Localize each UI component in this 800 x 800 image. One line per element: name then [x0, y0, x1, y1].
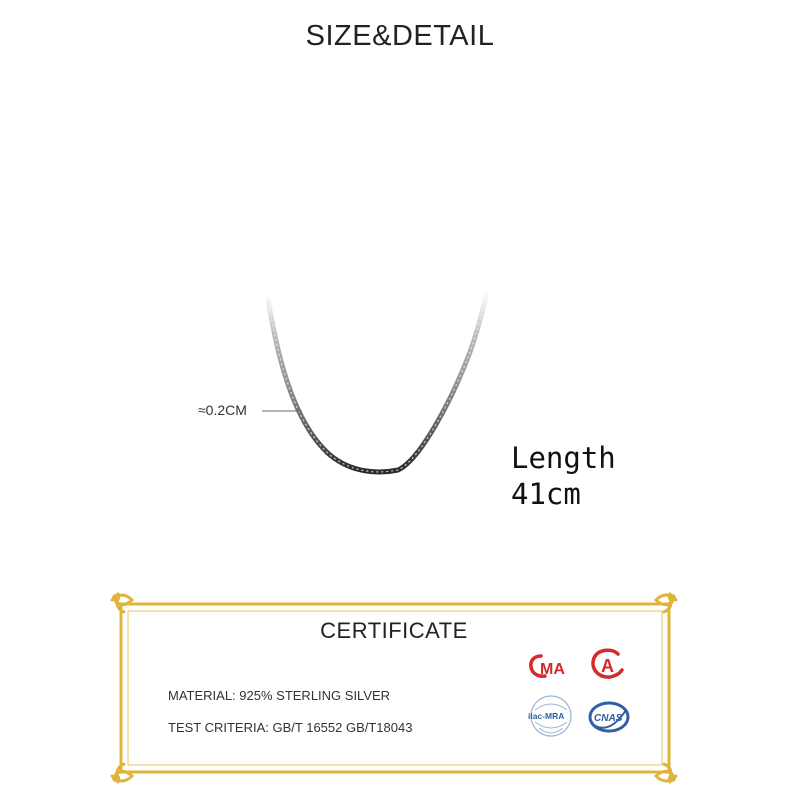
cnas-logo-text: CNAS — [594, 713, 623, 724]
material-label: MATERIAL: — [168, 688, 240, 703]
criteria-line — [168, 720, 412, 735]
length-label: Length — [511, 441, 616, 475]
cal-logo-icon — [588, 646, 630, 682]
material-value: 925% STERLING SILVER — [239, 688, 391, 703]
certificate-title: CERTIFICATE — [320, 618, 468, 643]
ilac-mra-logo-text: ilac-MRA — [528, 711, 565, 721]
page-title: SIZE&DETAIL — [305, 20, 495, 52]
length-value: 41cm — [511, 477, 581, 511]
ilac-mra-logo-icon — [527, 692, 575, 740]
criteria-label: TEST CRITERIA: — [168, 720, 273, 735]
cma-logo-text: MA — [540, 661, 565, 678]
criteria-value: GB/T 16552 GB/T18043 — [272, 720, 413, 735]
cma-logo-icon — [527, 650, 579, 682]
cal-logo-text: A — [601, 656, 614, 676]
cnas-logo-icon — [586, 698, 632, 736]
material-line — [168, 688, 390, 703]
chain-width-label: ≈0.2CM — [198, 402, 247, 418]
